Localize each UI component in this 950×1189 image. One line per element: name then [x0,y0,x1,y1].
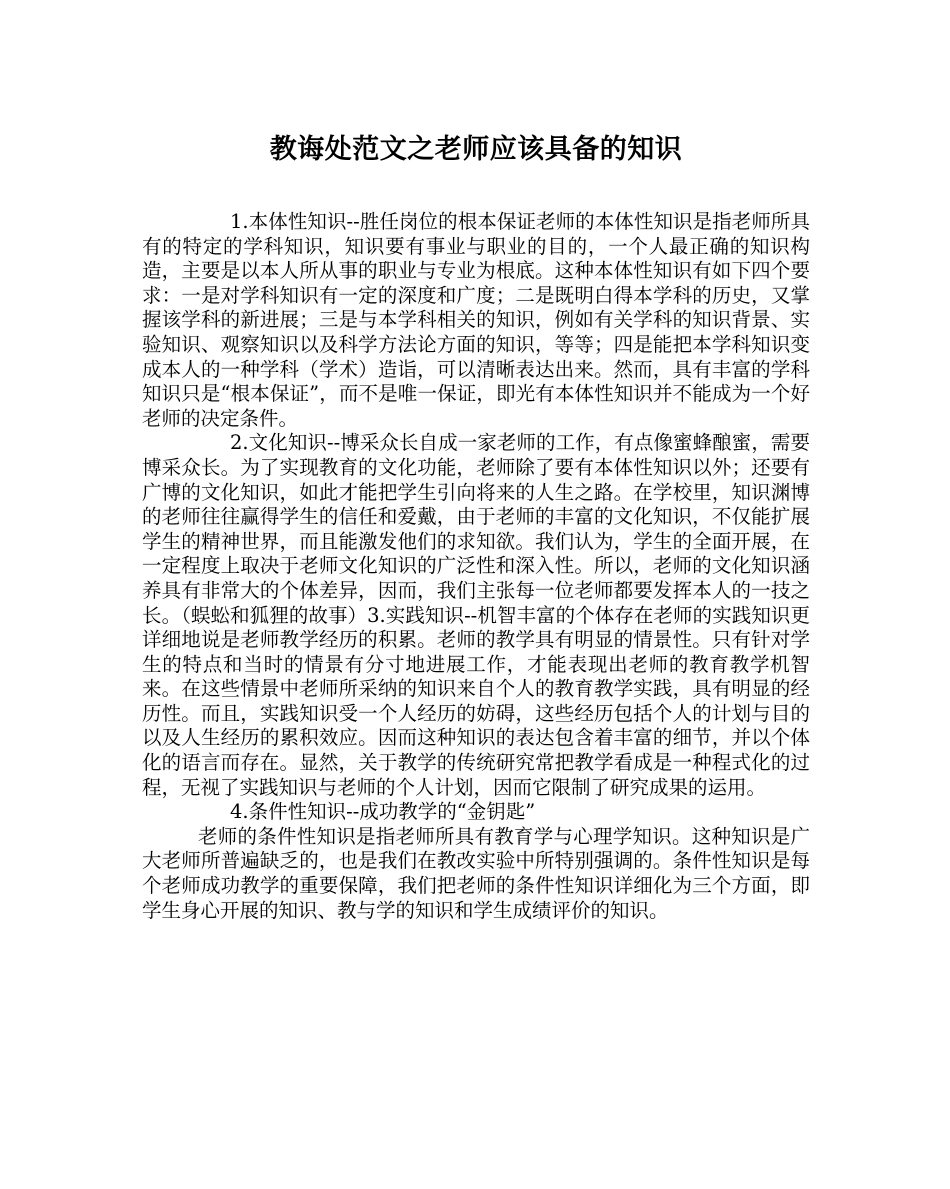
paragraph-conditional-knowledge: 老师的条件性知识是指老师所具有教育学与心理学知识。这种知识是广大老师所普遍缺乏的，也是我们在教改实验中所特别强调的。条件性知识是每个老师成功教学的重要保障，我们把老师的条件性知识详细化为三个方面，即学生身心开展的知识、教与学的知识和学生成绩评价的知识。 [142,824,810,922]
document-title: 教诲处范文之老师应该具备的知识 [269,134,683,165]
paragraph-cultural-and-practical-knowledge: 2.文化知识--博采众长自成一家老师的工作，有点像蜜蜂酿蜜，需要博采众长。为了实现教育的文化功能，老师除了要有本体性知识以外；还要有广博的文化知识，如此才能把学生引向将来的人生之路。在学校里，知识渊博的老师往往赢得学生的信任和爱戴，由于老师的丰富的文化知识，不仅能扩展学生的精神世界，而且能激发他们的求知欲。我们认为，学生的全面开展，在一定程度上取决于老师文化知识的广泛性和深入性。所以，老师的文化知识涵养具有非常大的个体差异，因而，我们主张每一位老师都要发挥本人的一技之长。（蜈蚣和狐狸的故事）3.实践知识--机智丰富的个体存在老师的实践知识更详细地说是老师教学经历的积累。老师的教学具有明显的情景性。只有针对学生的特点和当时的情景有分寸地进展工作，才能表现出老师的教育教学机智来。在这些情景中老师所采纳的知识来自个人的教育教学实践，具有明显的经历性。而且，实践知识受一个人经历的妨碍，这些经历包括个人的计划与目的以及人生经历的累积效应。因而这种知识的表达包含着丰富的细节，并以个体化的语言而存在。显然，关于教学的传统研究常把教学看成是一种程式化的过程，无视了实践知识与老师的个人计划，因而它限制了研究成果的运用。 [142,431,810,799]
document-body [142,210,810,923]
paragraph-ontological-knowledge: 1.本体性知识--胜任岗位的根本保证老师的本体性知识是指老师所具有的特定的学科知识，知识要有事业与职业的目的，一个人最正确的知识构造，主要是以本人所从事的职业与专业为根底。这种本体性知识有如下四个要求：一是对学科知识有一定的深度和广度；二是既明白得本学科的历史，又掌握该学科的新进展；三是与本学科相关的知识，例如有关学科的知识背景、实验知识、观察知识以及科学方法论方面的知识，等等；四是能把本学科知识变成本人的一种学科（学术）造诣，可以清晰表达出来。然而，具有丰富的学科知识只是“根本保证”，而不是唯一保证，即光有本体性知识并不能成为一个好老师的决定条件。 [142,210,810,430]
document-page [142,130,810,923]
heading-conditional-knowledge: 4.条件性知识--成功教学的“金钥匙” [230,800,536,824]
